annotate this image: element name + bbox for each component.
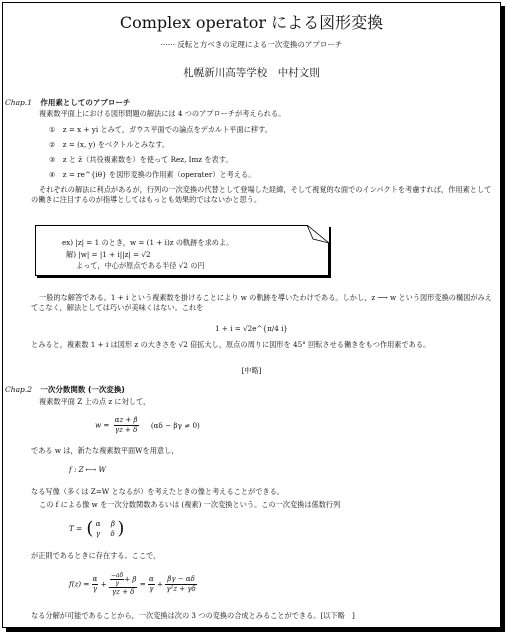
fraction-denominator: γz + δ [112, 588, 135, 596]
equation-mapping: f : Z ⟼ W [69, 465, 106, 474]
item-text: z = re^{iθ} を図形変換の作用素（operater）と考える。 [62, 170, 256, 179]
chapter-1-paragraph-3: とみると，複素数 1 + i は図形 z の大きさを √2 倍拡大し，原点の周りに図形を 45° 回転させる働きをもつ作用素である。 [31, 340, 431, 349]
fraction-numerator: α [149, 575, 154, 583]
chapter-2-heading [5, 384, 125, 395]
chapter-2-line-5: が正則であるときに存在する。ここで， [31, 551, 161, 560]
chapter-1-paragraph-2: 一般的な解答である。1 + i という複素数を掛けることにより w の軌跡を導いたわけである。しかし，z ⟶ w という図形変換の構図がみえてこなく，解法としては巧いが美味くはない。これを [31, 293, 492, 312]
matrix-entry: γ [95, 529, 101, 538]
fraction-numerator: α [92, 575, 98, 583]
fraction-denominator: γz + δ [114, 426, 138, 434]
example-box [35, 225, 329, 276]
author-line: 札幌新川高等学校 中村文則 [183, 67, 320, 79]
fraction-denominator: γ [149, 585, 154, 593]
fraction-denominator: γ [92, 585, 98, 593]
item-text: z = (x, y) をベクトルとみなす。 [62, 140, 170, 149]
chapter-1-title: 作用素としてのアプローチ [40, 98, 131, 107]
equation-decomposition: f(z) = $\frac{\alpha}{\gamma}$ + $\frac{-a\delta}{\gamma}$ + β γz + δ = $\frac{\alpha}{\gamma}$ + $\frac{\beta\gamma - \alpha\delta}{\text{γ²z + γδ}}$ [69, 572, 196, 596]
equation-mobius [95, 416, 200, 435]
chapter-2-title: 一次分数関数 (一次変換) [40, 385, 125, 394]
example-solution: 解) |w| = |1 + i||z| = √2 [66, 250, 151, 259]
approach-item-4 [49, 170, 255, 180]
item-text: z と z̄（共役複素数を）を使って Rez, Imz を表す。 [62, 155, 233, 164]
inner-numerator: −aδ [111, 572, 124, 579]
fraction-numerator: βγ − αδ [167, 575, 195, 583]
chapter-1-number: Chap.1 [5, 98, 32, 107]
inner-denominator: γ [115, 580, 119, 587]
chapter-2-line-2: である w は，新たな複素数平面Wを用意し， [31, 446, 179, 455]
paper-title: Complex operator による図形変換 [119, 13, 384, 32]
equation-lhs: f(z) = [69, 579, 90, 589]
approach-item-1 [49, 125, 272, 135]
paper-subtitle: ······ 反転と方べきの定理による一次変換のアプローチ [160, 40, 343, 49]
fraction-denominator: γ²z + γδ [166, 585, 196, 593]
fraction-numerator [109, 572, 137, 588]
chapter-1-paragraph-1: それぞれの解法に利点があるが，行列の一次変換の代替として登場した経緯，そして視覚的な面でのインパクトを考慮すれば，作用素としての働きに注目するのが指導としてはもっとも効果的ではないかと思う。 [31, 185, 492, 204]
omitted-marker: [中略] [241, 366, 262, 375]
chapter-2-line-4: この f による像 w を一次分数関数あるいは (複素) 一次変換という。この一次変換は係数行列 [39, 500, 341, 509]
coefficient-matrix: T = ( α β γ δ ) [69, 518, 125, 539]
matrix-entry: β [110, 519, 116, 528]
chapter-2-number: Chap.2 [5, 385, 32, 394]
matrix-lhs: T = [69, 524, 83, 533]
matrix-entry: α [95, 519, 101, 528]
item-marker: ① [49, 125, 56, 134]
chapter-2-line-3: なる写像（多くは Z=W となるが）を考えたときの像と考えることができる。 [31, 487, 284, 496]
equation-condition: (αδ − βγ ≠ 0) [150, 420, 200, 430]
page-fold-icon [307, 225, 329, 243]
chapter-1-intro: 複素数平面上における図形問題の解法には 4 つのアプローチが考えられる。 [39, 109, 286, 118]
chapter-2-line-6: なる分解が可能であることから，一次変換は次の 3 つの変換の合成とみることができる。[以下略 ] [31, 611, 355, 620]
chapter-1-heading [5, 97, 130, 108]
item-text: z = x + yi とみて，ガウス平面での論点をデカルト平面に移す。 [62, 125, 272, 134]
fraction-numerator: αz + β [114, 416, 138, 424]
item-marker: ② [49, 140, 56, 149]
approach-item-2 [49, 140, 169, 150]
matrix-entry: δ [110, 529, 115, 538]
equation-polar-form: 1 + i = √2e^{π/4 i} [215, 324, 288, 333]
example-question: ex) |z| = 1 のとき，w = (1 + i)z の軌跡を求めよ。 [62, 238, 234, 247]
approach-item-3 [49, 155, 233, 165]
item-marker: ③ [49, 155, 56, 164]
equation-lhs: w = [95, 420, 110, 430]
chapter-2-line-1: 複素数平面 Z 上の点 z に対して， [39, 397, 151, 406]
inner-plus-term: + β [124, 575, 137, 584]
example-conclusion: よって，中心が原点である半径 √2 の円 [76, 261, 205, 270]
item-marker: ④ [49, 170, 56, 179]
paper-page [2, 2, 501, 628]
